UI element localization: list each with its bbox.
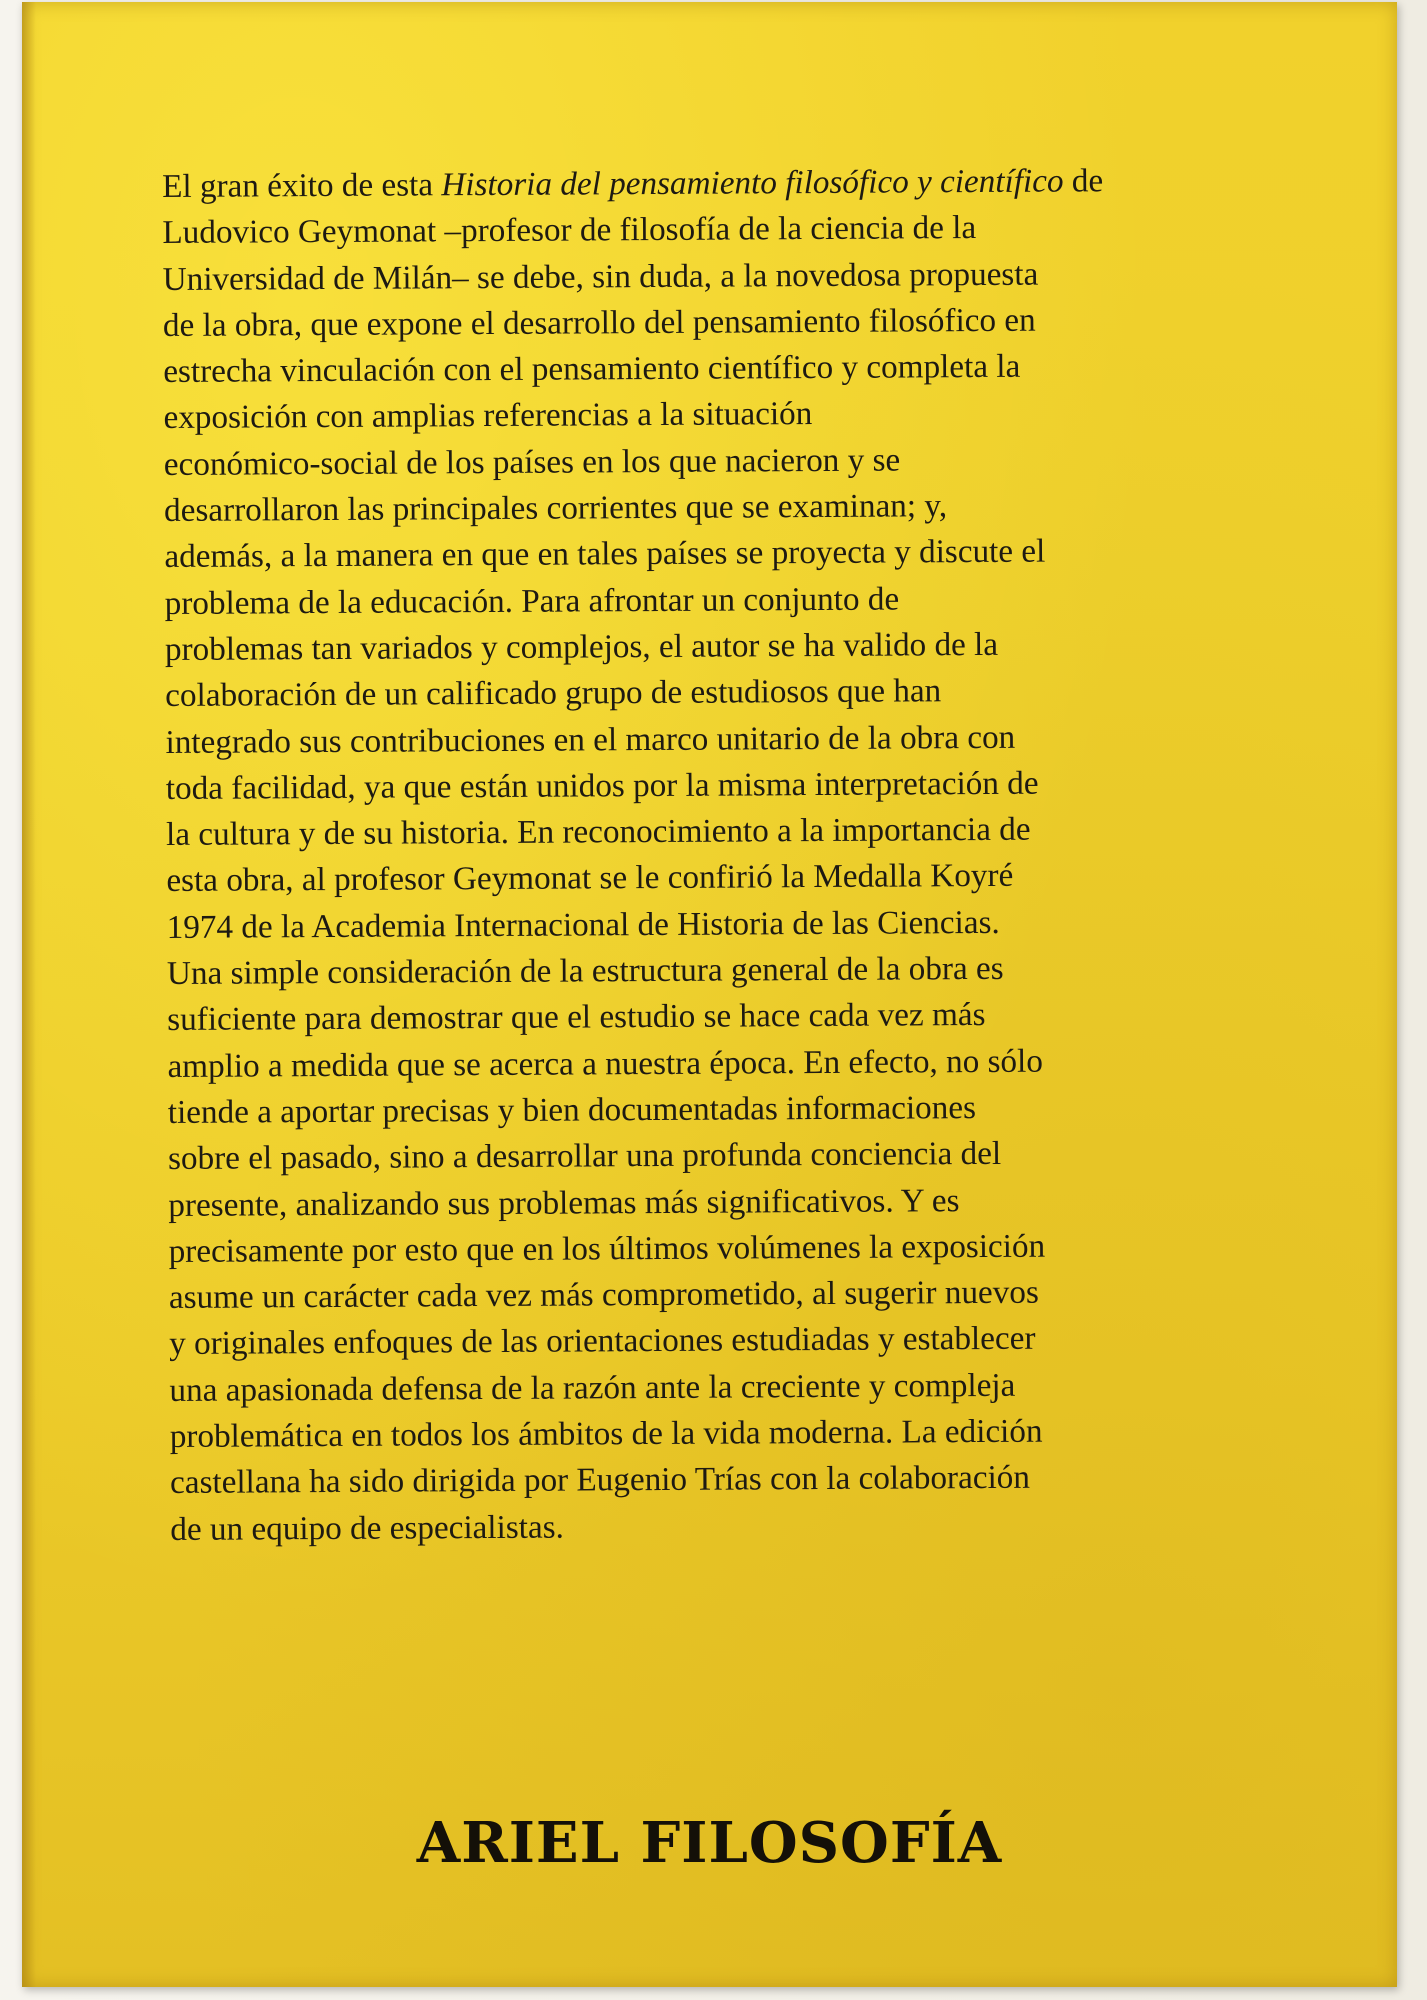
blurb-line [163,250,1293,303]
blurb-text [162,157,1300,1553]
blurb-text-segment: integrado sus contribuciones en el marco unitario de la obra con [165,718,1016,761]
blurb-line [169,1361,1299,1414]
blurb-text-segment: de [1063,162,1104,200]
blurb-text-segment: exposición con amplias referencias a la situación [163,395,813,437]
blurb-text-segment: económico-social de los países en los que nacieron y se [163,441,901,483]
blurb-line [170,1407,1300,1460]
blurb-line [164,527,1294,580]
blurb-line [170,1500,1300,1553]
blurb-line [165,574,1295,627]
blurb-line [168,1129,1298,1182]
blurb-text-segment: tiende a aportar precisas y bien documentadas informaciones [167,1088,977,1131]
back-cover [22,2,1397,1987]
blurb-line [166,759,1296,812]
blurb-text-segment: esta obra, al profesor Geymonat se le confirió la Medalla Koyré [166,857,1014,900]
blurb-text-segment: asume un carácter cada vez más comprometido, al sugerir nuevos [168,1273,1039,1317]
blurb-line [165,713,1295,766]
blurb-text-segment: precisamente por esto que en los últimos volúmenes la exposición [168,1227,1046,1270]
blurb-line [165,666,1295,719]
blurb-line [170,1453,1300,1506]
blurb-line [163,296,1293,349]
blurb-line [168,1083,1298,1136]
series-imprint: ARIEL FILOSOFÍA [416,1810,1003,1876]
blurb-line [169,1314,1299,1367]
blurb-line [166,852,1296,905]
blurb-text-segment: además, a la manera en que en tales países se proyecta y discute el [164,532,1046,576]
blurb-text-segment: Ludovico Geymonat –profesor de filosofía de la ciencia de la [162,209,977,252]
blurb-text-segment: y originales enfoques de las orientaciones estudiadas y establecer [169,1320,1036,1363]
blurb-text-segment: problemática en todos los ámbitos de la vida moderna. La edición [169,1412,1043,1455]
blurb-line [167,944,1297,997]
blurb-text-segment: El gran éxito de esta [162,166,442,205]
blurb-text-segment: de la obra, que expone el desarrollo del pensamiento filosófico en [162,301,1036,344]
blurb-line [163,389,1293,442]
blurb-text-segment: 1974 de la Academia Internacional de Historia de las Ciencias. [166,903,1000,946]
blurb-line [169,1268,1299,1321]
blurb-line [164,435,1294,488]
blurb-text-segment: amplio a medida que se acerca a nuestra época. En efecto, no sólo [167,1042,1043,1085]
blurb-text-segment: toda facilidad, ya que están unidos por la misma interpretación de [165,764,1039,807]
blurb-line [162,157,1292,210]
blurb-line [167,1037,1297,1090]
blurb-text-segment: suficiente para demostrar que el estudio se hace cada vez más [167,996,986,1039]
blurb-line [163,342,1293,395]
blurb-line [169,1222,1299,1275]
blurb-text-segment: de un equipo de especialistas. [170,1508,564,1548]
blurb-text-segment: una apasionada defensa de la razón ante la creciente y compleja [169,1366,1016,1409]
blurb-text-segment: estrecha vinculación con el pensamiento científico y completa la [163,347,1021,391]
blurb-line [168,1176,1298,1229]
blurb-text-segment: la cultura y de su historia. En reconocimiento a la importancia de [165,810,1031,854]
blurb-title-italic: Historia del pensamiento filosófico y científico [441,162,1064,204]
blurb-line [167,898,1297,951]
blurb-line [164,481,1294,534]
blurb-text-segment: sobre el pasado, sino a desarrollar una profunda conciencia del [167,1135,1002,1178]
blurb-text-segment: desarrollaron las principales corrientes que se examinan; y, [164,487,948,530]
blurb-line [167,990,1297,1043]
blurb-line [166,805,1296,858]
blurb-text-segment: castellana ha sido dirigida por Eugenio Trías con la colaboración [169,1459,1031,1502]
blurb-text-segment: problema de la educación. Para afrontar un conjunto de [164,580,900,622]
blurb-line [162,203,1292,256]
blurb-text-segment: Universidad de Milán– se debe, sin duda, a la novedosa propuesta [162,255,1039,298]
blurb-text-segment: problemas tan variados y complejos, el autor se ha valido de la [164,625,999,668]
blurb-text-segment: Una simple consideración de la estructura general de la obra es [166,949,1004,993]
blurb-text-segment: colaboración de un calificado grupo de estudiosos que han [165,672,942,715]
blurb-text-segment: presente, analizando sus problemas más significativos. Y es [168,1181,960,1224]
blurb-line [165,620,1295,673]
